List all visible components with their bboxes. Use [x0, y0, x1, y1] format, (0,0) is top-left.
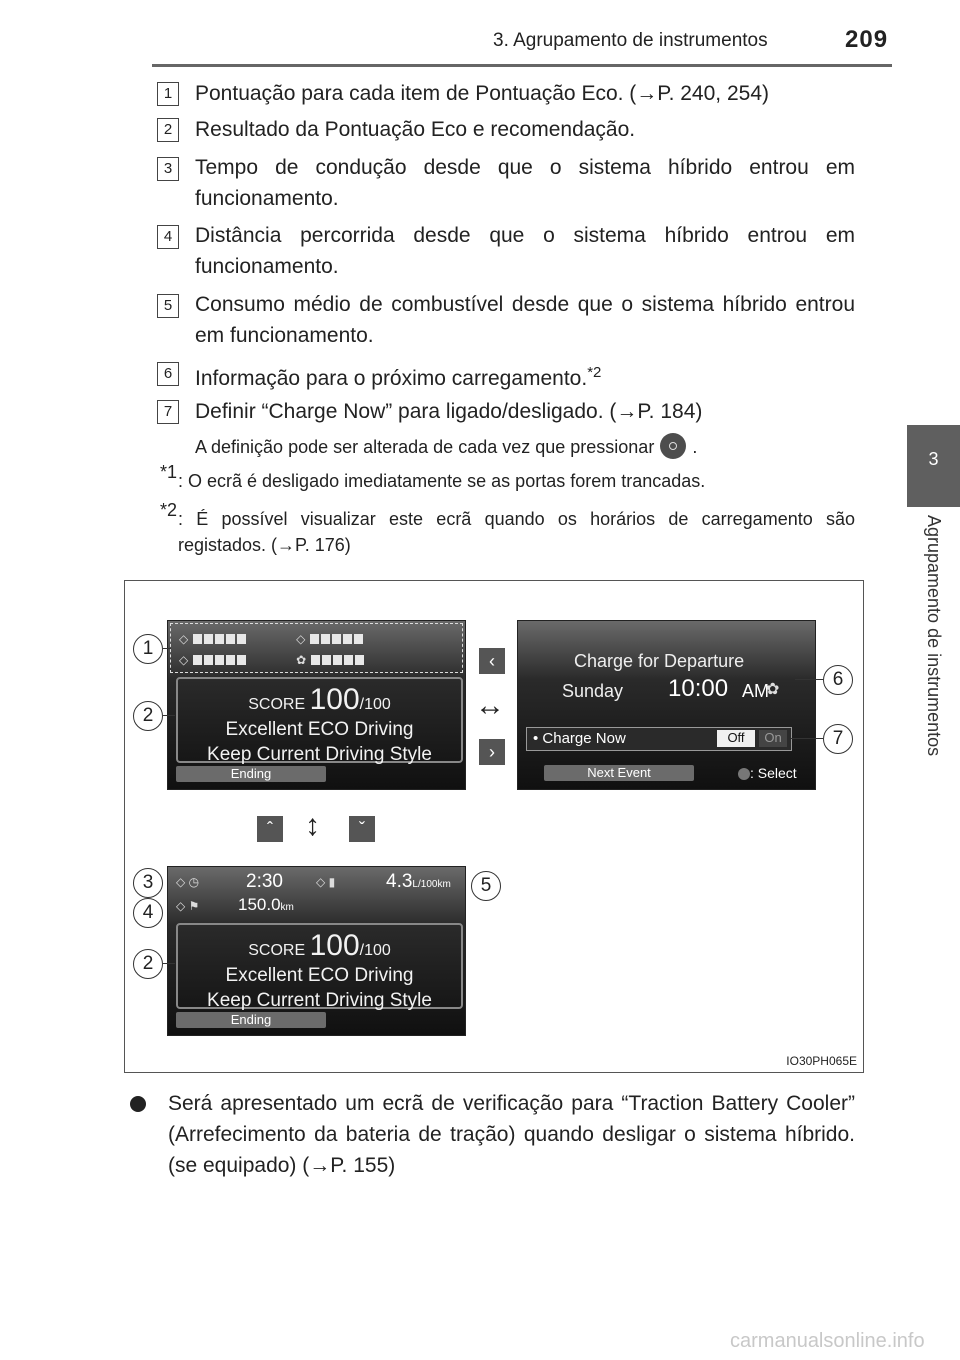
- callout-7: 7: [823, 724, 853, 754]
- instrument-figure: [124, 580, 864, 1073]
- gauge-accel: [193, 630, 248, 648]
- next-event-nav[interactable]: [544, 765, 694, 781]
- climate-icon: ✿: [766, 681, 780, 698]
- callout-5: 5: [471, 871, 501, 901]
- press-note-end: .: [692, 437, 698, 457]
- score-line: [178, 683, 461, 717]
- press-note-text: A definição pode ser alterada de cada vez que pressionar: [195, 437, 655, 457]
- trip-score-max: /100: [359, 942, 391, 959]
- item-7-text: Definir “Charge Now” para ligado/desligado. (→P. 184): [195, 400, 703, 423]
- charge-now-row[interactable]: [526, 727, 792, 751]
- bullet-icon: [130, 1096, 146, 1112]
- charge-time: 10:00: [668, 675, 729, 702]
- ac-fan-icon: ✿: [296, 653, 307, 667]
- trip-ending-label: Ending: [230, 1012, 272, 1027]
- eco-score-screen: [167, 620, 466, 790]
- on-toggle[interactable]: On: [759, 730, 787, 747]
- callout-1: 1: [133, 634, 163, 664]
- trip-ending-nav[interactable]: [176, 1012, 326, 1028]
- consumption-value: [386, 871, 451, 893]
- callout-6-leader: [795, 679, 823, 680]
- charge-ampm: AM: [742, 681, 769, 701]
- gauge-ac: [311, 651, 366, 669]
- callout-3: 3: [133, 868, 163, 898]
- horizontal-switch-icon: ↔: [475, 689, 505, 722]
- footnote-2-mark: *2: [160, 500, 178, 520]
- consumption-number: 4.3: [386, 871, 413, 892]
- item-2-text: Resultado da Pontuação Eco e recomendação.: [195, 118, 636, 141]
- watermark: carmanualsonline.info: [730, 1330, 925, 1352]
- car-cruise-icon: ◇: [296, 632, 306, 646]
- footnote-1-mark: *1: [160, 462, 178, 482]
- charge-day: Sunday: [562, 681, 624, 701]
- callout-4: 4: [133, 898, 163, 928]
- press-note: [195, 434, 855, 461]
- trip-score-line: [178, 929, 461, 963]
- score-max: /100: [359, 696, 391, 713]
- item-5-text: Consumo médio de combustível desde que o sistema híbrido entrou em funcionamento.: [195, 293, 855, 347]
- score-value: 100: [309, 683, 360, 716]
- trip-score-label: SCORE: [248, 942, 306, 959]
- left-arrow-icon: ‹: [479, 648, 505, 674]
- item-6-label: Informação para o próximo carregamento.: [195, 367, 588, 390]
- item-6-footnote-mark: *2: [587, 364, 602, 381]
- charge-now-label: • Charge Now: [533, 730, 626, 747]
- item-number-6: 6: [157, 362, 179, 386]
- select-button-icon: [660, 433, 686, 459]
- car-brake-icon: ◇: [179, 653, 189, 667]
- item-number-3: 3: [157, 157, 179, 181]
- item-6-text: [195, 357, 855, 394]
- score-label: SCORE: [248, 696, 306, 713]
- next-event-label: Next Event: [587, 765, 651, 780]
- ending-nav[interactable]: [176, 766, 326, 782]
- chapter-tab: [907, 425, 960, 507]
- chapter-side-title: [920, 515, 948, 815]
- consumption-unit: L/100km: [412, 879, 451, 890]
- distance-value: [238, 895, 294, 915]
- item-1-text: Pontuação para cada item de Pontuação Eco. (→P. 240, 254): [195, 82, 769, 105]
- page-number: 209: [845, 26, 889, 53]
- item-number-1: 1: [157, 82, 179, 106]
- trip-score-value: 100: [309, 929, 360, 962]
- chapter-title-text: Agrupamento de instrumentos: [924, 515, 944, 757]
- section-title: 3. Agrupamento de instrumentos: [493, 30, 768, 51]
- select-hint: [738, 765, 797, 781]
- callout-7-leader: [791, 738, 823, 739]
- gauge-cruise: [310, 630, 365, 648]
- bullet-text: Será apresentado um ecrã de verificação para “Traction Battery Cooler” (Arrefecimento da bateria de tração) quando desligar o sistema híbrido. (se equipado) (→P. 155): [168, 1092, 855, 1177]
- off-toggle[interactable]: Off: [717, 730, 755, 747]
- footnote-1: : O ecrã é desligado imediatamente se as portas forem trancadas.: [178, 471, 706, 491]
- charge-title: Charge for Departure: [574, 651, 745, 671]
- callout-1-leader: [163, 648, 171, 649]
- up-arrow-icon: ˆ: [257, 816, 283, 842]
- gauge-row-2: [179, 651, 449, 669]
- right-arrow-icon: ›: [479, 739, 505, 765]
- trip-score-result: [176, 923, 463, 1009]
- chapter-number: 3: [928, 449, 939, 469]
- distance-number: 150.0: [238, 895, 281, 914]
- distance-unit: km: [280, 902, 294, 913]
- ending-label: Ending: [230, 766, 272, 781]
- callout-2-leader: [163, 715, 175, 716]
- trip-eco-rating: Excellent ECO Driving: [225, 965, 414, 986]
- callout-2b: 2: [133, 949, 163, 979]
- item-number-2: 2: [157, 118, 179, 142]
- item-number-4: 4: [157, 225, 179, 249]
- eco-score-items: [170, 623, 463, 673]
- drive-time-icon: ◇ ◷: [176, 875, 200, 889]
- charge-departure-screen: [517, 620, 816, 790]
- item-number-5: 5: [157, 294, 179, 318]
- item-3-text: Tempo de condução desde que o sistema híbrido entrou em funcionamento.: [195, 156, 855, 210]
- trip-info-screen: [167, 866, 466, 1036]
- item-4-text: Distância percorrida desde que o sistema híbrido entrou em funcionamento.: [195, 224, 855, 278]
- drive-time-value: 2:30: [246, 871, 283, 892]
- eco-advice: Keep Current Driving Style: [207, 744, 432, 765]
- select-label: : Select: [750, 765, 797, 781]
- callout-2b-leader: [163, 963, 175, 964]
- figure-code: IO30PH065E: [786, 1054, 857, 1068]
- car-accel-icon: ◇: [179, 632, 189, 646]
- eco-rating: Excellent ECO Driving: [225, 719, 414, 740]
- gauge-brake: [193, 651, 248, 669]
- callout-6: 6: [823, 665, 853, 695]
- header-divider: [152, 64, 892, 67]
- item-number-7: 7: [157, 400, 179, 424]
- distance-icon: ◇ ⚑: [176, 899, 200, 913]
- footnote-2: : É possível visualizar este ecrã quando os horários de carregamento são registados. (→P. 176): [178, 509, 855, 555]
- down-arrow-icon: ˇ: [349, 816, 375, 842]
- gauge-row-1: [179, 630, 449, 648]
- vertical-switch-icon: ↕: [305, 809, 320, 842]
- callout-2: 2: [133, 701, 163, 731]
- select-knob-icon: [738, 768, 750, 780]
- trip-eco-advice: Keep Current Driving Style: [207, 990, 432, 1011]
- eco-score-result: [176, 677, 463, 763]
- fuel-icon: ◇ ▮: [316, 875, 336, 889]
